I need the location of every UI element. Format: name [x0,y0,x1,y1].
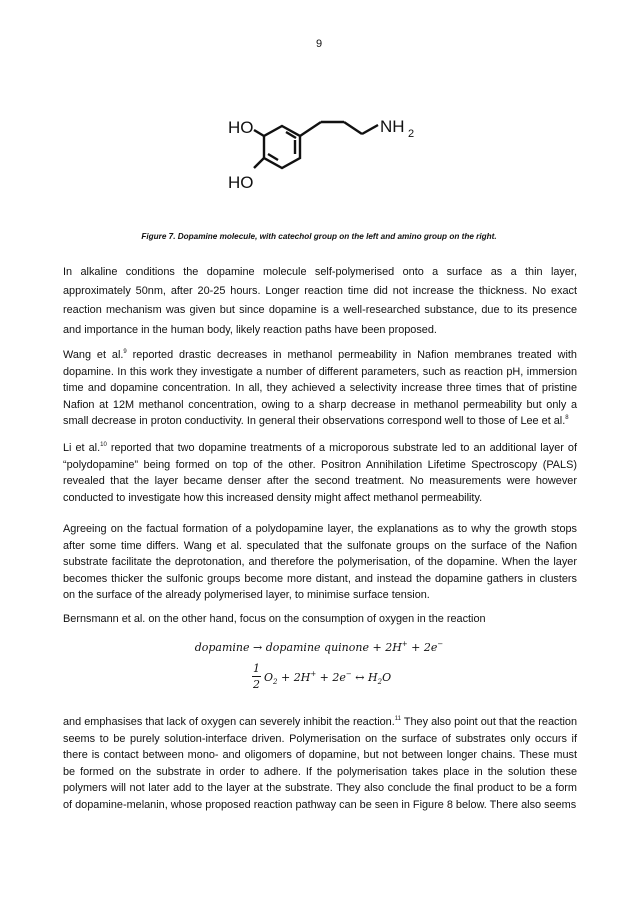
equation-oxidation: dopamine → dopamine quinone + 2H+ + 2e− [194,640,444,654]
oh-bond-bottom [254,158,264,168]
chain-bond-1 [300,122,321,136]
oh-bond-top [254,130,264,136]
page-number: 9 [315,38,323,50]
dopamine-structure-diagram [224,106,430,196]
paragraph-alkaline: In alkaline conditions the dopamine molecule self-polymerised onto a surface as a thin layer, approximately 50nm, after 20-25 hours. Longer reaction time did not increase the thickness. No exact reaction mechanism was given but since dopamine is a well-researched substance, due to its presence and importance in the human body, likely reaction paths have been proposed. [63,266,577,336]
citation-ref: 8 [565,415,569,422]
chain-bond-4 [362,125,378,134]
chain-bond-3 [344,122,362,134]
body-section-4 [63,521,577,610]
body-section-3 [63,440,577,512]
body-section-2 [63,347,577,436]
ho-label-bottom: HO [228,173,254,192]
nh-subscript: 2 [408,128,415,140]
equation-oxygen-reduction: 1 2 $O_2 + 2H^+ + 2e^-$ ↔ $H_2O$ [253,662,392,691]
ho-label-top: HO [228,118,254,137]
paragraph-oxygen: and emphasises that lack of oxygen can severely inhibit the reaction.$^{11}$ They also point out that the reaction seems to be purely solution-interface driven. Polymerisation on the surface of substrates only occurs if there is contact between mono- and oligomers of dopamine, but not between longer chains. These must be formed on the substrate in order to adhere. If the polymerisation takes place in the solution these polymers will not later add to the layer at the substrate. They also conclude the final product to be a form of dopamine-melanin, whose proposed reaction pathway can be seen in Figure 8 below. There also seems [63,716,578,811]
body-section-5 [63,610,577,635]
nh-label: NH [380,117,405,136]
fraction-one-half: 1 2 [253,662,260,691]
figure-caption: Figure 7. Dopamine molecule, with catechol group on the left and amino group on the right. [141,232,497,241]
citation-ref: 9 [123,349,127,355]
body-section-1 [63,263,577,346]
ring-double-bond [268,154,278,160]
paragraph-agreeing: Agreeing on the factual formation of a polydopamine layer, the explanations as to why the growth stops after some time differs. Wang et al. speculated that the sulfonate groups on the surface of the Nafion substrate facilitate the deprotonation, and therefore the polymerisation, of the dopamine. When the layer becomes thicker the sulfonic groups become more distant, and instead the dopamine gathers in clusters on the surface of the already polymerised layer, to minimise surface tension. [63,523,577,602]
body-section-6 [63,714,577,820]
paragraph-li: Li et al.$^{10}$ reported that two dopamine treatments of a microporous substrate led to an additional layer of “polydopamine” being formed on top of the other. Positron Annihilation Lifetime Spectroscopy (PALS) revealed that the layer became denser after the second treatment. No measurements were however conducted to investigate how this increased density might affect methanol permeability. [63,442,577,504]
citation-ref: 11 [394,716,402,722]
paragraph-wang: Wang et al.$^9$ reported drastic decreases in methanol permeability in Nafion membranes treated with dopamine. In this work they investigate a number of different parameters, such as reaction pH, immersion time and dopamine concentration. In all, they achieved a selectivity increase three times that of pristine Nafion at 12M methanol concentration, owing to a sharp decrease in methanol permeability but only a small decrease in proton conductivity. In general their observations correspond well to those of Lee et al.$^8$ [63,349,577,428]
citation-ref: 10 [100,442,107,448]
paragraph-bernsmann: Bernsmann et al. on the other hand, focus on the consumption of oxygen in the reaction [63,613,486,625]
